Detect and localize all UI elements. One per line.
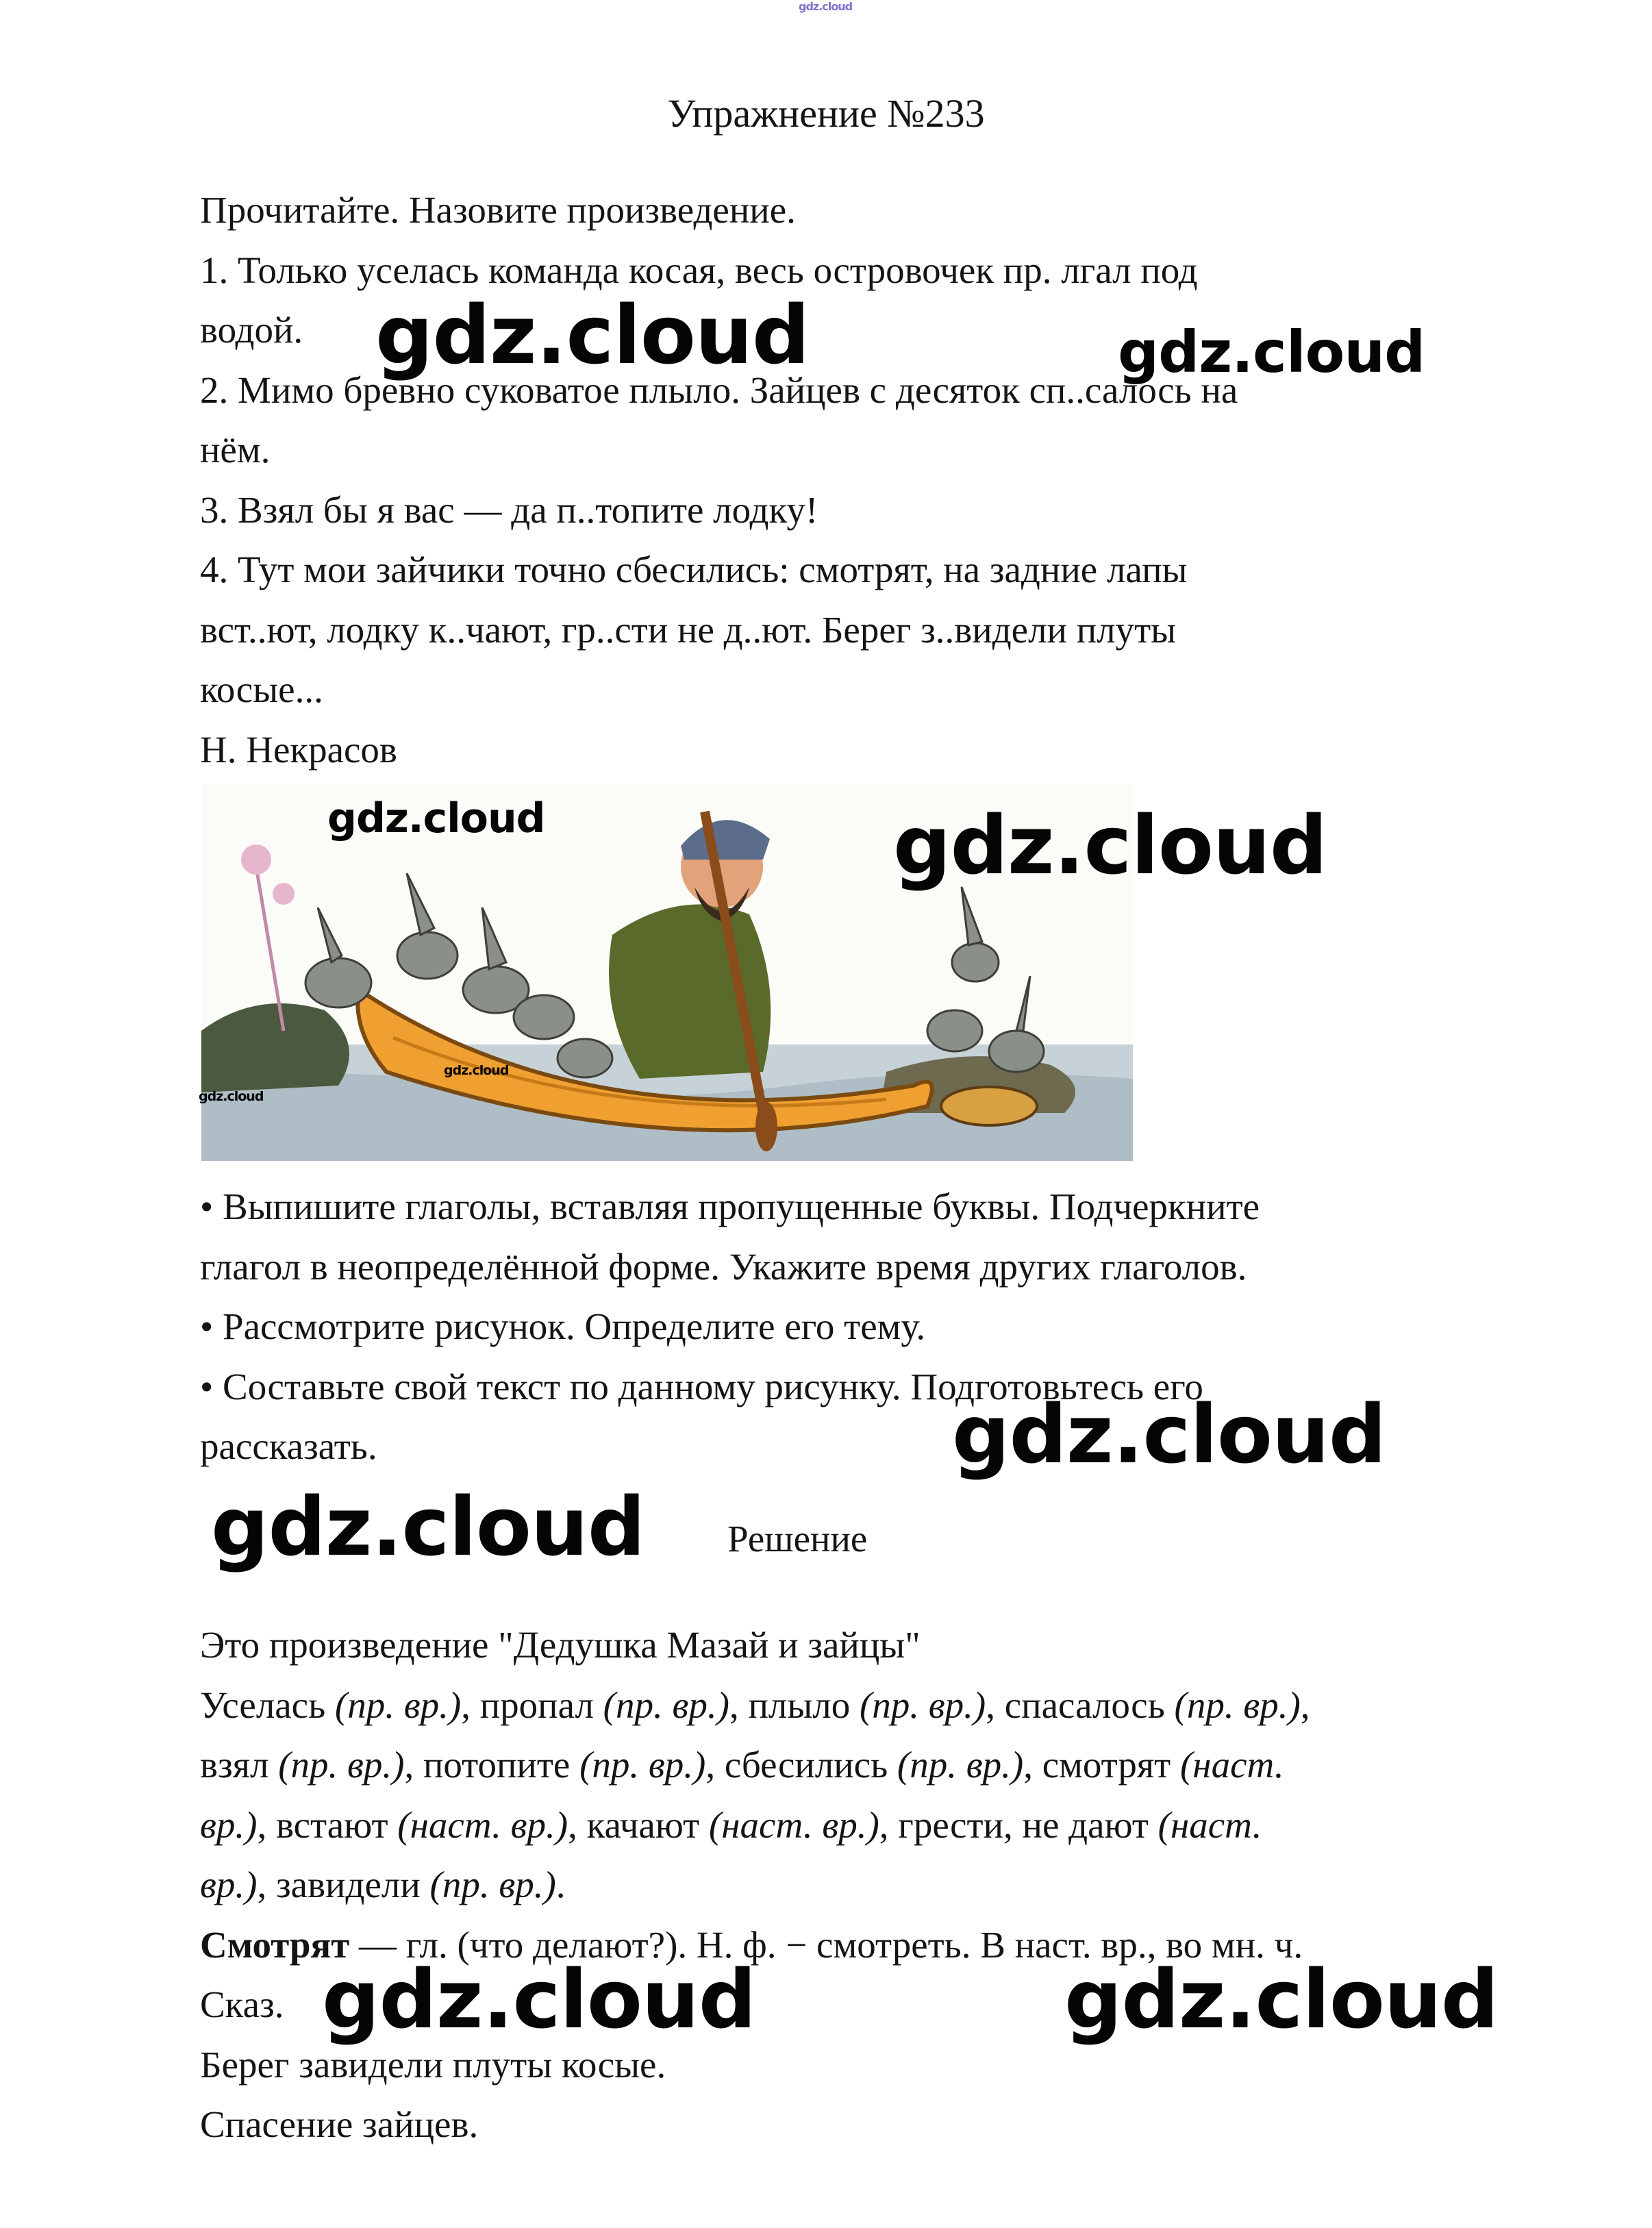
watermark: gdz.cloud <box>444 1063 509 1078</box>
tense-note: (наст. <box>1157 1804 1262 1846</box>
exercise-line: 2. Мимо бревно суковатое плыло. Зайцев с десяток сп..салось на <box>200 369 1238 411</box>
parse-rest: — гл. (что делают?). Н. ф. − смотреть. В наст. вр., во мн. ч. <box>349 1924 1303 1966</box>
exercise-line: нём. <box>200 429 271 471</box>
watermark: gdz.cloud <box>375 288 810 382</box>
task-line: • Рассмотрите рисунок. Определите его тему. <box>200 1305 926 1347</box>
exercise-line: водой. <box>200 309 303 351</box>
top-watermark: gdz.cloud <box>799 0 853 13</box>
tense-note: вр.) <box>200 1804 258 1846</box>
verb-text: , качают <box>568 1804 709 1846</box>
watermark: gdz.cloud <box>211 1479 645 1574</box>
verb-text: , смотрят <box>1023 1744 1180 1786</box>
watermark: gdz.cloud <box>893 798 1327 892</box>
solution-verbs-line-2 <box>200 1743 1284 1787</box>
solution-verbs-line-1 <box>200 1683 1310 1727</box>
verb-text: , <box>1300 1684 1310 1726</box>
tense-note: (пр. вр.) <box>334 1684 462 1726</box>
task-line: • Выпишите глаголы, вставляя пропущенные буквы. Подчеркните <box>200 1186 1260 1227</box>
exercise-line: 4. Тут мои зайчики точно сбесились: смотрят, на задние лапы <box>200 549 1188 590</box>
parse-word: Смотрят <box>200 1924 350 1966</box>
tense-note: (пр. вр.) <box>603 1684 729 1726</box>
solution-work: Это произведение "Дедушка Мазай и зайцы" <box>200 1624 921 1666</box>
tense-note: вр.) <box>200 1864 258 1905</box>
verb-text: . <box>555 1864 566 1905</box>
watermark: gdz.cloud <box>1118 318 1425 386</box>
solution-parse-role: Сказ. <box>200 1983 284 2025</box>
verb-text: , пропал <box>461 1684 603 1726</box>
exercise-line: 3. Взял бы я вас — да п..топите лодку! <box>200 489 818 531</box>
task-line: рассказать. <box>200 1425 377 1467</box>
verb-text: , встают <box>257 1804 398 1846</box>
verb-text: Уселась <box>200 1684 335 1726</box>
tense-note: (наст. вр.) <box>397 1804 568 1846</box>
verb-text: , спасалось <box>986 1684 1175 1726</box>
verb-text: , сбесились <box>705 1744 897 1786</box>
exercise-author: Н. Некрасов <box>200 729 397 771</box>
verb-text: , потопите <box>404 1744 580 1786</box>
watermark: gdz.cloud <box>952 1387 1386 1481</box>
tense-note: (наст. вр.) <box>708 1804 879 1846</box>
tense-note: (пр. вр.) <box>429 1864 556 1905</box>
exercise-line: вст..ют, лодку к..чают, гр..сти не д..ют. Берег з..видели плуты <box>200 609 1177 651</box>
exercise-line: косые... <box>200 668 323 710</box>
watermark: gdz.cloud <box>322 1952 756 2046</box>
page-title: Упражнение №233 <box>667 91 985 136</box>
verb-text: , плыло <box>729 1684 860 1726</box>
solution-topic: Спасение зайцев. <box>200 2103 479 2145</box>
task-line: • Составьте свой текст по данному рисунку. Подготовьтесь его <box>200 1366 1203 1407</box>
exercise-instruction: Прочитайте. Назовите произведение. <box>200 189 796 231</box>
tense-note: (пр. вр.) <box>579 1744 706 1786</box>
verb-text: , грести, не дают <box>879 1804 1158 1846</box>
watermark: gdz.cloud <box>1064 1952 1499 2046</box>
tense-note: (пр. вр.) <box>1174 1684 1301 1726</box>
exercise-line: 1. Только уселась команда косая, весь островочек пр. лгал под <box>200 249 1198 291</box>
verb-text: взял <box>200 1744 279 1786</box>
tense-note: (пр. вр.) <box>897 1744 1024 1786</box>
solution-theme: Берег завидели плуты косые. <box>200 2044 666 2086</box>
watermark: gdz.cloud <box>199 1089 264 1104</box>
solution-verbs-line-4 <box>200 1863 566 1907</box>
task-line: глагол в неопределённой форме. Укажите время других глаголов. <box>200 1246 1247 1288</box>
tense-note: (пр. вр.) <box>278 1744 405 1786</box>
solution-heading: Решение <box>727 1518 868 1560</box>
tense-note: (пр. вр.) <box>859 1684 986 1726</box>
verb-text: , завидели <box>257 1864 430 1905</box>
tense-note: (наст. <box>1179 1744 1284 1786</box>
watermark: gdz.cloud <box>327 794 545 842</box>
solution-verbs-line-3 <box>200 1803 1262 1847</box>
